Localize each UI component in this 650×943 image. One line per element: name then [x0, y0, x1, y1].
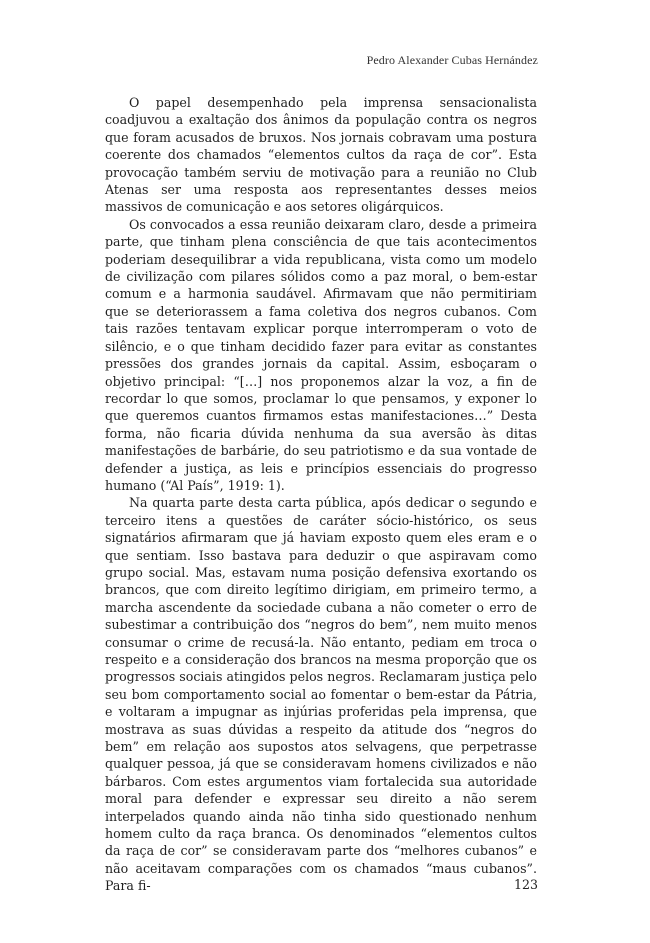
paragraph-2: Os convocados a essa reunião deixaram claro, desde a primeira parte, que tinham plena consciência de que tais acontecimentos poderiam desequilibrar a vida republicana, vista como um modelo de civilização com pilares sólidos como a paz moral, o bem-estar comum e a harmonia saudável. Afirmavam que não permitiriam que se deteriorassem a fama coletiva dos negros cubanos. Com tais razões tentavam explicar porque interromperam o voto de silêncio, e o que tinham decidido fazer para evitar as constantes pressões dos grandes jornais da capital. Assim, esboçaram o objetivo principal: “[…] nos proponemos alzar la voz, a fin de recordar lo que somos, proclamar lo que pensamos, y exponer lo que queremos cuantos firmamos estas manifestaciones…” Desta forma, não ficaria dúvida nenhuma da sua aversão às ditas manifestações de barbárie, do seu patriotismo e da sua vontade de defender a justiça, as leis e princípios essenciais do progresso humano (“Al País”, 1919: 1). — [105, 216, 537, 493]
paragraph-3: Na quarta parte desta carta pública, após dedicar o segundo e terceiro itens a questões de caráter sócio-histórico, os seus signatários afirmaram que já haviam exposto quem eles eram e o que sentiam. Isso bastava para deduzir o que aspiravam como grupo social. Mas, estavam numa posição defensiva exortando os brancos, que com direito legítimo dirigiam, em primeiro termo, a marcha ascendente da sociedade cubana a não cometer o erro de subestimar a contribuição dos “negros do bem”, nem muito menos consumar o crime de recusá-la. Não entanto, pediam em troca o respeito e a consideração dos brancos na mesma proporção que os progressos sociais atingidos pelos negros. Reclamaram justiça pelo seu bom comportamento social ao fomentar o bem-estar da Pátria, e voltaram a impugnar as injúrias proferidas pela imprensa, que mostrava as suas dúvidas a respeito da atitude dos “negros do bem” em relação aos supostos atos selvagens, que perpetrasse qualquer pessoa, já que se consideravam homens civilizados e não bárbaros. Com estes argumentos viam fortalecida sua autoridade moral para defender e expressar seu direito a não serem interpelados quando ainda não tinha sido questionado nenhum homem culto da raça branca. Os denominados “elementos cultos da raça de cor” se consideravam parte dos “melhores cubanos” e não aceitavam comparações com os chamados “maus cubanos”. Para fi- — [105, 495, 537, 894]
paragraph-1: O papel desempenhado pela imprensa sensacionalista coadjuvou a exaltação dos ânimos da população contra os negros que foram acusados de bruxos. Nos jornais cobravam uma postura coerente dos chamados “elementos cultos da raça de cor”. Esta provocação também serviu de motivação para a reunião no Club Atenas ser uma resposta aos representantes desses meios massivos de comunicação e aos setores oligárquicos. — [105, 95, 537, 215]
body-text — [105, 94, 537, 895]
running-header-author: Pedro Alexander Cubas Hernández — [366, 53, 538, 67]
page-number: 123 — [513, 877, 538, 892]
